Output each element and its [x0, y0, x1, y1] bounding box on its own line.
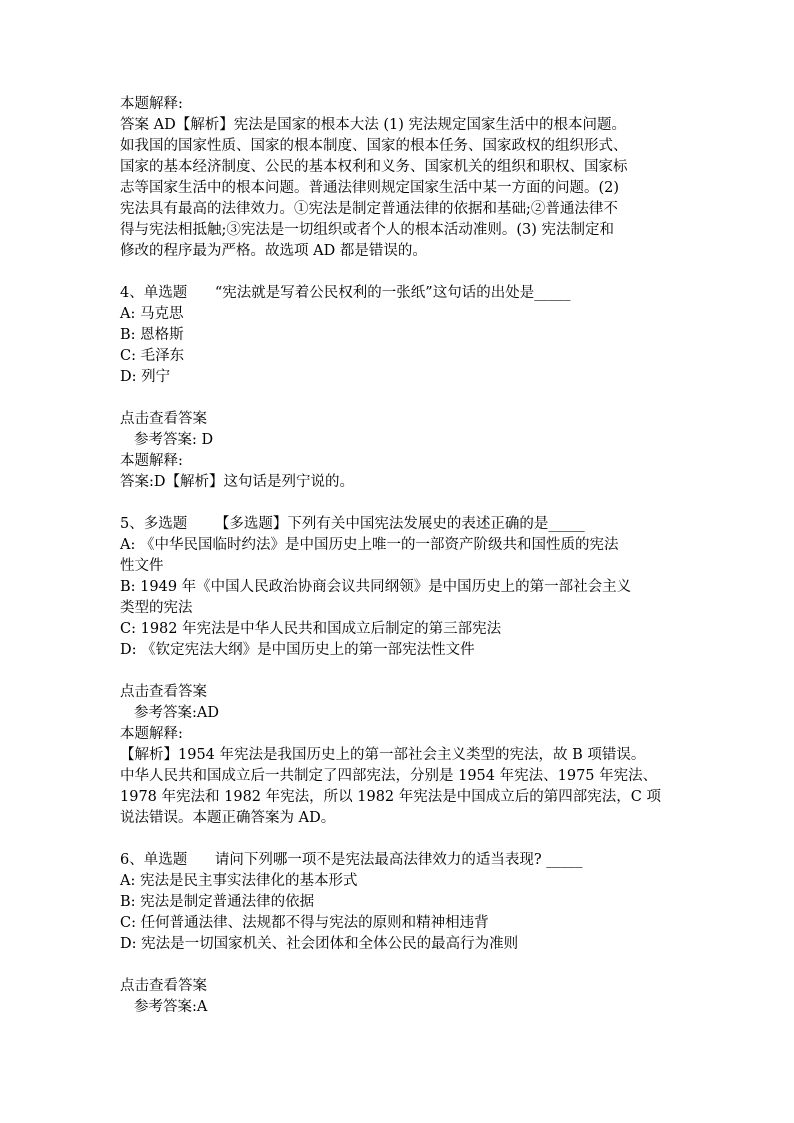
- q3-explanation: [120, 94, 680, 262]
- explanation-label: 本题解释:: [120, 453, 183, 469]
- option-a: A: 宪法是民主事实法律化的基本形式: [120, 873, 358, 889]
- show-answer-link[interactable]: 点击查看答案: [120, 411, 207, 427]
- explanation-line: 宪法具有最高的法律效力。①宪法是制定普通法律的依据和基础;②普通法律不: [120, 201, 618, 217]
- option-d: D: 《钦定宪法大纲》是中国历史上的第一部宪法性文件: [120, 642, 475, 658]
- question-5: [120, 514, 680, 829]
- explanation-line: 1978 年宪法和 1982 年宪法，所以 1982 年宪法是中国成立后的第四部宪法，C 项: [120, 789, 661, 805]
- reference-answer: 参考答案:AD: [134, 705, 219, 721]
- question-6: [120, 850, 680, 1018]
- option-b: B: 宪法是制定普通法律的依据: [120, 894, 315, 910]
- option-b-continued: 类型的宪法: [120, 600, 193, 616]
- show-answer-link[interactable]: 点击查看答案: [120, 684, 207, 700]
- explanation-line: 修改的程序最为严格。故选项 AD 都是错误的。: [120, 243, 427, 259]
- explanation-label: 本题解释:: [120, 726, 183, 742]
- option-c: C: 任何普通法律、法规都不得与宪法的原则和精神相违背: [120, 915, 489, 931]
- question-stem: 4、单选题 “宪法就是写着公民权利的一张纸”这句话的出处是_____: [120, 285, 571, 301]
- document-page: [120, 94, 680, 1018]
- explanation-line: 得与宪法相抵触;③宪法是一切组织或者个人的根本活动准则。(3) 宪法制定和: [120, 222, 615, 238]
- question-stem: 5、多选题 【多选题】下列有关中国宪法发展史的表述正确的是_____: [120, 516, 585, 532]
- explanation-line: 国家的基本经济制度、公民的基本权利和义务、国家机关的组织和职权、国家标: [120, 159, 628, 175]
- option-a: A: 马克思: [120, 306, 184, 322]
- option-d: D: 宪法是一切国家机关、社会团体和全体公民的最高行为准则: [120, 936, 519, 952]
- explanation-label: 本题解释:: [120, 96, 183, 112]
- explanation-line: 说法错误。本题正确答案为 AD。: [120, 810, 336, 826]
- option-d: D: 列宁: [120, 369, 171, 385]
- explanation-line: 中华人民共和国成立后一共制定了四部宪法，分别是 1954 年宪法、1975 年宪法、: [120, 768, 658, 784]
- explanation-line: 答案:D【解析】这句话是列宁说的。: [120, 474, 355, 490]
- option-b: B: 恩格斯: [120, 327, 184, 343]
- explanation-line: 答案 AD【解析】宪法是国家的根本大法 (1) 宪法规定国家生活中的根本问题。: [120, 117, 626, 133]
- show-answer-link[interactable]: 点击查看答案: [120, 978, 207, 994]
- reference-answer: 参考答案: D: [134, 432, 214, 448]
- question-4: [120, 283, 680, 493]
- option-b: B: 1949 年《中国人民政治协商会议共同纲领》是中国历史上的第一部社会主义: [120, 579, 632, 595]
- option-a-continued: 性文件: [120, 558, 164, 574]
- option-c: C: 毛泽东: [120, 348, 185, 364]
- question-stem: 6、单选题 请问下列哪一项不是宪法最高法律效力的适当表现? _____: [120, 852, 583, 868]
- explanation-line: 志等国家生活中的根本问题。普通法律则规定国家生活中某一方面的问题。(2): [120, 180, 620, 196]
- reference-answer: 参考答案:A: [134, 999, 208, 1015]
- option-a: A: 《中华民国临时约法》是中国历史上唯一的一部资产阶级共和国性质的宪法: [120, 537, 619, 553]
- explanation-line: 【解析】1954 年宪法是我国历史上的第一部社会主义类型的宪法，故 B 项错误。: [120, 747, 646, 763]
- option-c: C: 1982 年宪法是中华人民共和国成立后制定的第三部宪法: [120, 621, 502, 637]
- explanation-line: 如我国的国家性质、国家的根本制度、国家的根本任务、国家政权的组织形式、: [120, 138, 628, 154]
